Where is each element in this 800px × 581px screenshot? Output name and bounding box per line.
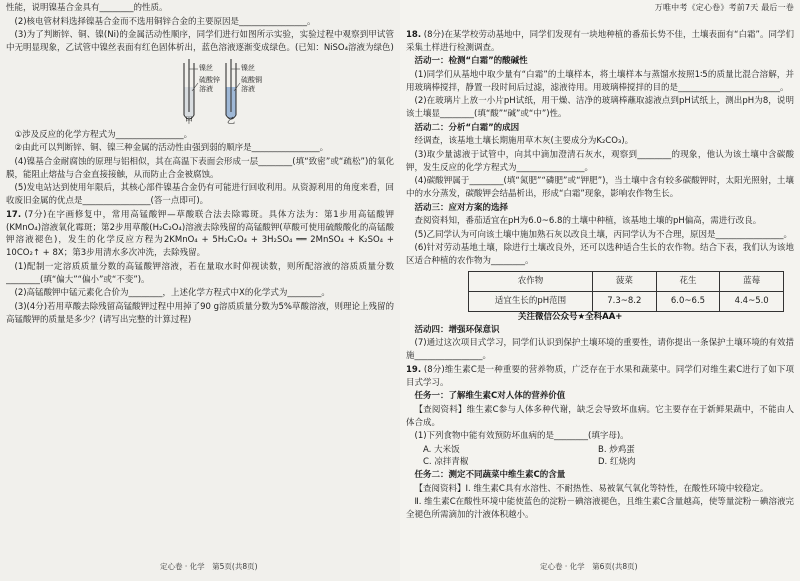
section-heading: 活动三：应对方案的选择: [414, 202, 509, 213]
table-cell: 4.4~5.0: [720, 291, 784, 311]
page-header-title: 万唯中考《定心卷》考前7天 最后一卷: [654, 3, 794, 12]
question-text: (7分)在字画修复中，常用高锰酸钾—草酸联合法去除霉斑。具体方法为：第1步用高锰酸钾(KMnO₄)溶液氧化霉斑；第2步用草酸(H₂C₂O₄)溶液去除残留的高锰酸钾(草酸可使用硫酸酸化的高锰酸钾溶液褪色)，发生的化学反应方程为2KMnO₄ + 5H₂C₂O₄ + 3H₂SO₄ ══ 2MnSO₄ + K₂SO₄ + 10CO₂↑ + 8X；第3步用清水多次冲洗，去除残留。: [6, 209, 394, 259]
paragraph: Ⅱ. 维生素C在酸性环境中能使蓝色的淀粉－碘溶液褪色，且维生素C含量越高，使等量淀粉－碘溶液完全褪色所需滴加的汁液体积越小。: [406, 497, 794, 521]
table-header-cell: 农作物: [469, 271, 593, 291]
paragraph: (1)同学们从基地中取少量有“白霜”的土壤样本，将土壤样本与蒸馏水按照1∶5的质量比混合溶解，并用玻璃棒搅拌，静置一段时间后过滤，滤液待用。用玻璃棒搅拌的目的是________________________。: [406, 69, 794, 93]
paragraph: 性能，说明镍基合金具有________的性质。: [6, 3, 168, 13]
right-column: [406, 29, 794, 560]
table-header-cell: 蓝莓: [720, 271, 784, 291]
question-17: [6, 209, 394, 261]
paragraph: (2)高锰酸钾中锰元素化合价为________，上述化学方程式中X的化学式为________。: [14, 288, 330, 299]
left-column: [6, 2, 394, 357]
watermark-text: 关注微信公众号★全科AA+: [518, 311, 623, 322]
paragraph: (4)镍基合金耐腐蚀的原理与铝相似，其在高温下表面会形成一层________(填“致密”或“疏松”)的氧化膜，能阻止熔盐与合金直接接触，从而防止合金被腐蚀。: [6, 156, 394, 180]
tube-b-solution-label: 硫酸铜: [241, 75, 262, 84]
paragraph: (3)为了判断锌、铜、镍(Ni)的金属活动性顺序，同学们进行如图所示实验，实验过程中观察到甲试管中无明显现象，乙试管中镍丝表面有红色固体析出，蓝色溶液逐渐变成绿色。(已知：NiSO₄溶液为绿色): [6, 30, 394, 53]
paragraph: 【查阅资料】维生素C参与人体多种代谢，缺乏会导致坏血病。它主要存在于新鲜果蔬中，不能由人体合成。: [406, 404, 794, 428]
paragraph: ①涉及反应的化学方程式为________________。: [14, 129, 193, 140]
section-heading: 活动四：增强环保意识: [414, 324, 500, 335]
question-19: [406, 364, 794, 390]
paragraph: (6)针对劳动基地土壤，除进行土壤改良外，还可以选种适合生长的农作物。结合下表，我们认为该地区适合种植的农作物为________。: [406, 243, 794, 266]
option-a: A. 大米饭: [423, 444, 460, 455]
tube-a-caption: 甲: [185, 115, 193, 125]
tube-b-wire-label: 镍丝: [241, 63, 255, 72]
tube-b-caption: 乙: [227, 115, 235, 125]
left-page-footer: 定心卷 · 化学 第5页(共8页): [160, 562, 258, 571]
paragraph: 【查阅资料】Ⅰ. 维生素C具有水溶性、不耐热性、易被氧气氧化等特性，在酸性环境中较稳定。: [414, 483, 769, 494]
question-18: [406, 29, 794, 55]
paragraph: (3)取少量滤液于试管中，向其中滴加澄清石灰水，观察到________的现象，他认为该土壤中含碳酸钾，发生反应的化学方程式为________________。: [406, 149, 794, 173]
section-heading: 任务一：了解维生素C对人体的营养价值: [414, 391, 566, 402]
option-d: D. 红烧肉: [598, 457, 636, 468]
answer-options: [406, 444, 794, 470]
table-header-cell: 菠菜: [593, 271, 657, 291]
right-page-footer: 定心卷 · 化学 第6页(共8页): [540, 562, 638, 571]
test-tube-a: [184, 59, 198, 119]
paragraph: (5)乙同学认为可向该土壤中施加熟石灰以改良土壤，丙同学认为不合理，原因是________________。: [414, 229, 793, 240]
table-cell: 7.3~8.2: [593, 291, 657, 311]
table-row: [469, 291, 784, 311]
paragraph: (1)下列食物中能有效预防坏血病的是________(填字母)。: [414, 431, 629, 442]
test-tube-figure: [6, 57, 394, 127]
section-heading: 活动一：检测“白霜”的酸碱性: [414, 56, 528, 67]
paragraph: ②由此可以判断锌、铜、镍三种金属的活动性由强到弱的顺序是________________。: [14, 143, 329, 154]
test-tube-b: [226, 59, 240, 119]
paragraph: (3)(4分)若用草酸去除残留高锰酸钾过程中用掉了90 g溶质质量分数为5%草酸溶液，则理论上残留的高锰酸钾的质量是多少？(请写出完整的计算过程): [6, 301, 394, 325]
paragraph: 查阅资料知，番茄适宜在pH为6.0~6.8的土壤中种植，该基地土壤的pH偏高，需进行改良。: [414, 216, 762, 227]
question-text: (8分)在某学校劳动基地中，同学们发现有一块地种植的番茄长势不佳，土壤表面有“白霜”。同学们采集土样进行检测调查。: [406, 30, 794, 53]
tube-b-solution-label-2: 溶液: [241, 84, 255, 93]
paragraph: (7)通过这次项目式学习，同学们认识到保护土壤环境的重要性，请你提出一条保护土壤环境的有效措施________________。: [406, 338, 794, 362]
section-heading: 任务二：测定不同蔬菜中维生素C的含量: [414, 470, 566, 481]
table-cell: 适宜生长的pH范围: [469, 291, 593, 311]
paragraph: (1)配制一定溶质质量分数的高锰酸钾溶液，若在量取水时仰视读数，则所配溶液的溶质质量分数________(填“偏大”“偏小”或“不变”)。: [6, 261, 394, 285]
option-b: B. 炒鸡蛋: [598, 444, 635, 455]
table-header-cell: 花生: [656, 271, 720, 291]
paragraph: (2)在玻璃片上放一小片pH试纸，用干燥、洁净的玻璃棒蘸取滤液点到pH试纸上，测出pH为8，说明该土壤显________(填“酸”“碱”或“中”)性。: [406, 96, 794, 120]
table-cell: 6.0~6.5: [656, 291, 720, 311]
paragraph: (2)核电管材料选择镍基合金而不选用铜锌合金的主要原因是________________。: [14, 16, 316, 27]
crop-ph-table: [468, 271, 784, 312]
tube-a-solution-label-2: 溶液: [199, 84, 213, 93]
question-number: 17.: [6, 209, 22, 220]
tube-a-wire-label: 镍丝: [199, 63, 213, 72]
section-heading: 活动二：分析“白霜”的成因: [414, 122, 520, 133]
question-number: 18.: [406, 30, 422, 40]
paragraph: 经调查，该基地土壤长期施用草木灰(主要成分为K₂CO₃)。: [414, 136, 634, 147]
table-row: [469, 271, 784, 291]
option-c: C. 凉拌青椒: [423, 457, 469, 468]
tube-a-solution-label: 硫酸锌: [199, 75, 220, 84]
question-number: 19.: [406, 364, 422, 375]
paragraph: (5)发电站达到使用年限后，其核心部件镍基合金仍有可能进行回收利用。从资源利用的角度来看，回收废旧金属的优点是________________(答一点即可)。: [6, 183, 394, 207]
paragraph: (4)碳酸钾属于________(填“氮肥”“磷肥”或“钾肥”)，当土壤中含有较多碳酸钾时，太阳光照射，土壤中的水分蒸发，碳酸钾会结晶析出，形成“白霜”现象，影响农作物生长。: [406, 176, 794, 200]
question-text: (8分)维生素C是一种重要的营养物质，广泛存在于水果和蔬菜中。同学们对维生素C进行了如下项目式学习。: [406, 364, 794, 388]
